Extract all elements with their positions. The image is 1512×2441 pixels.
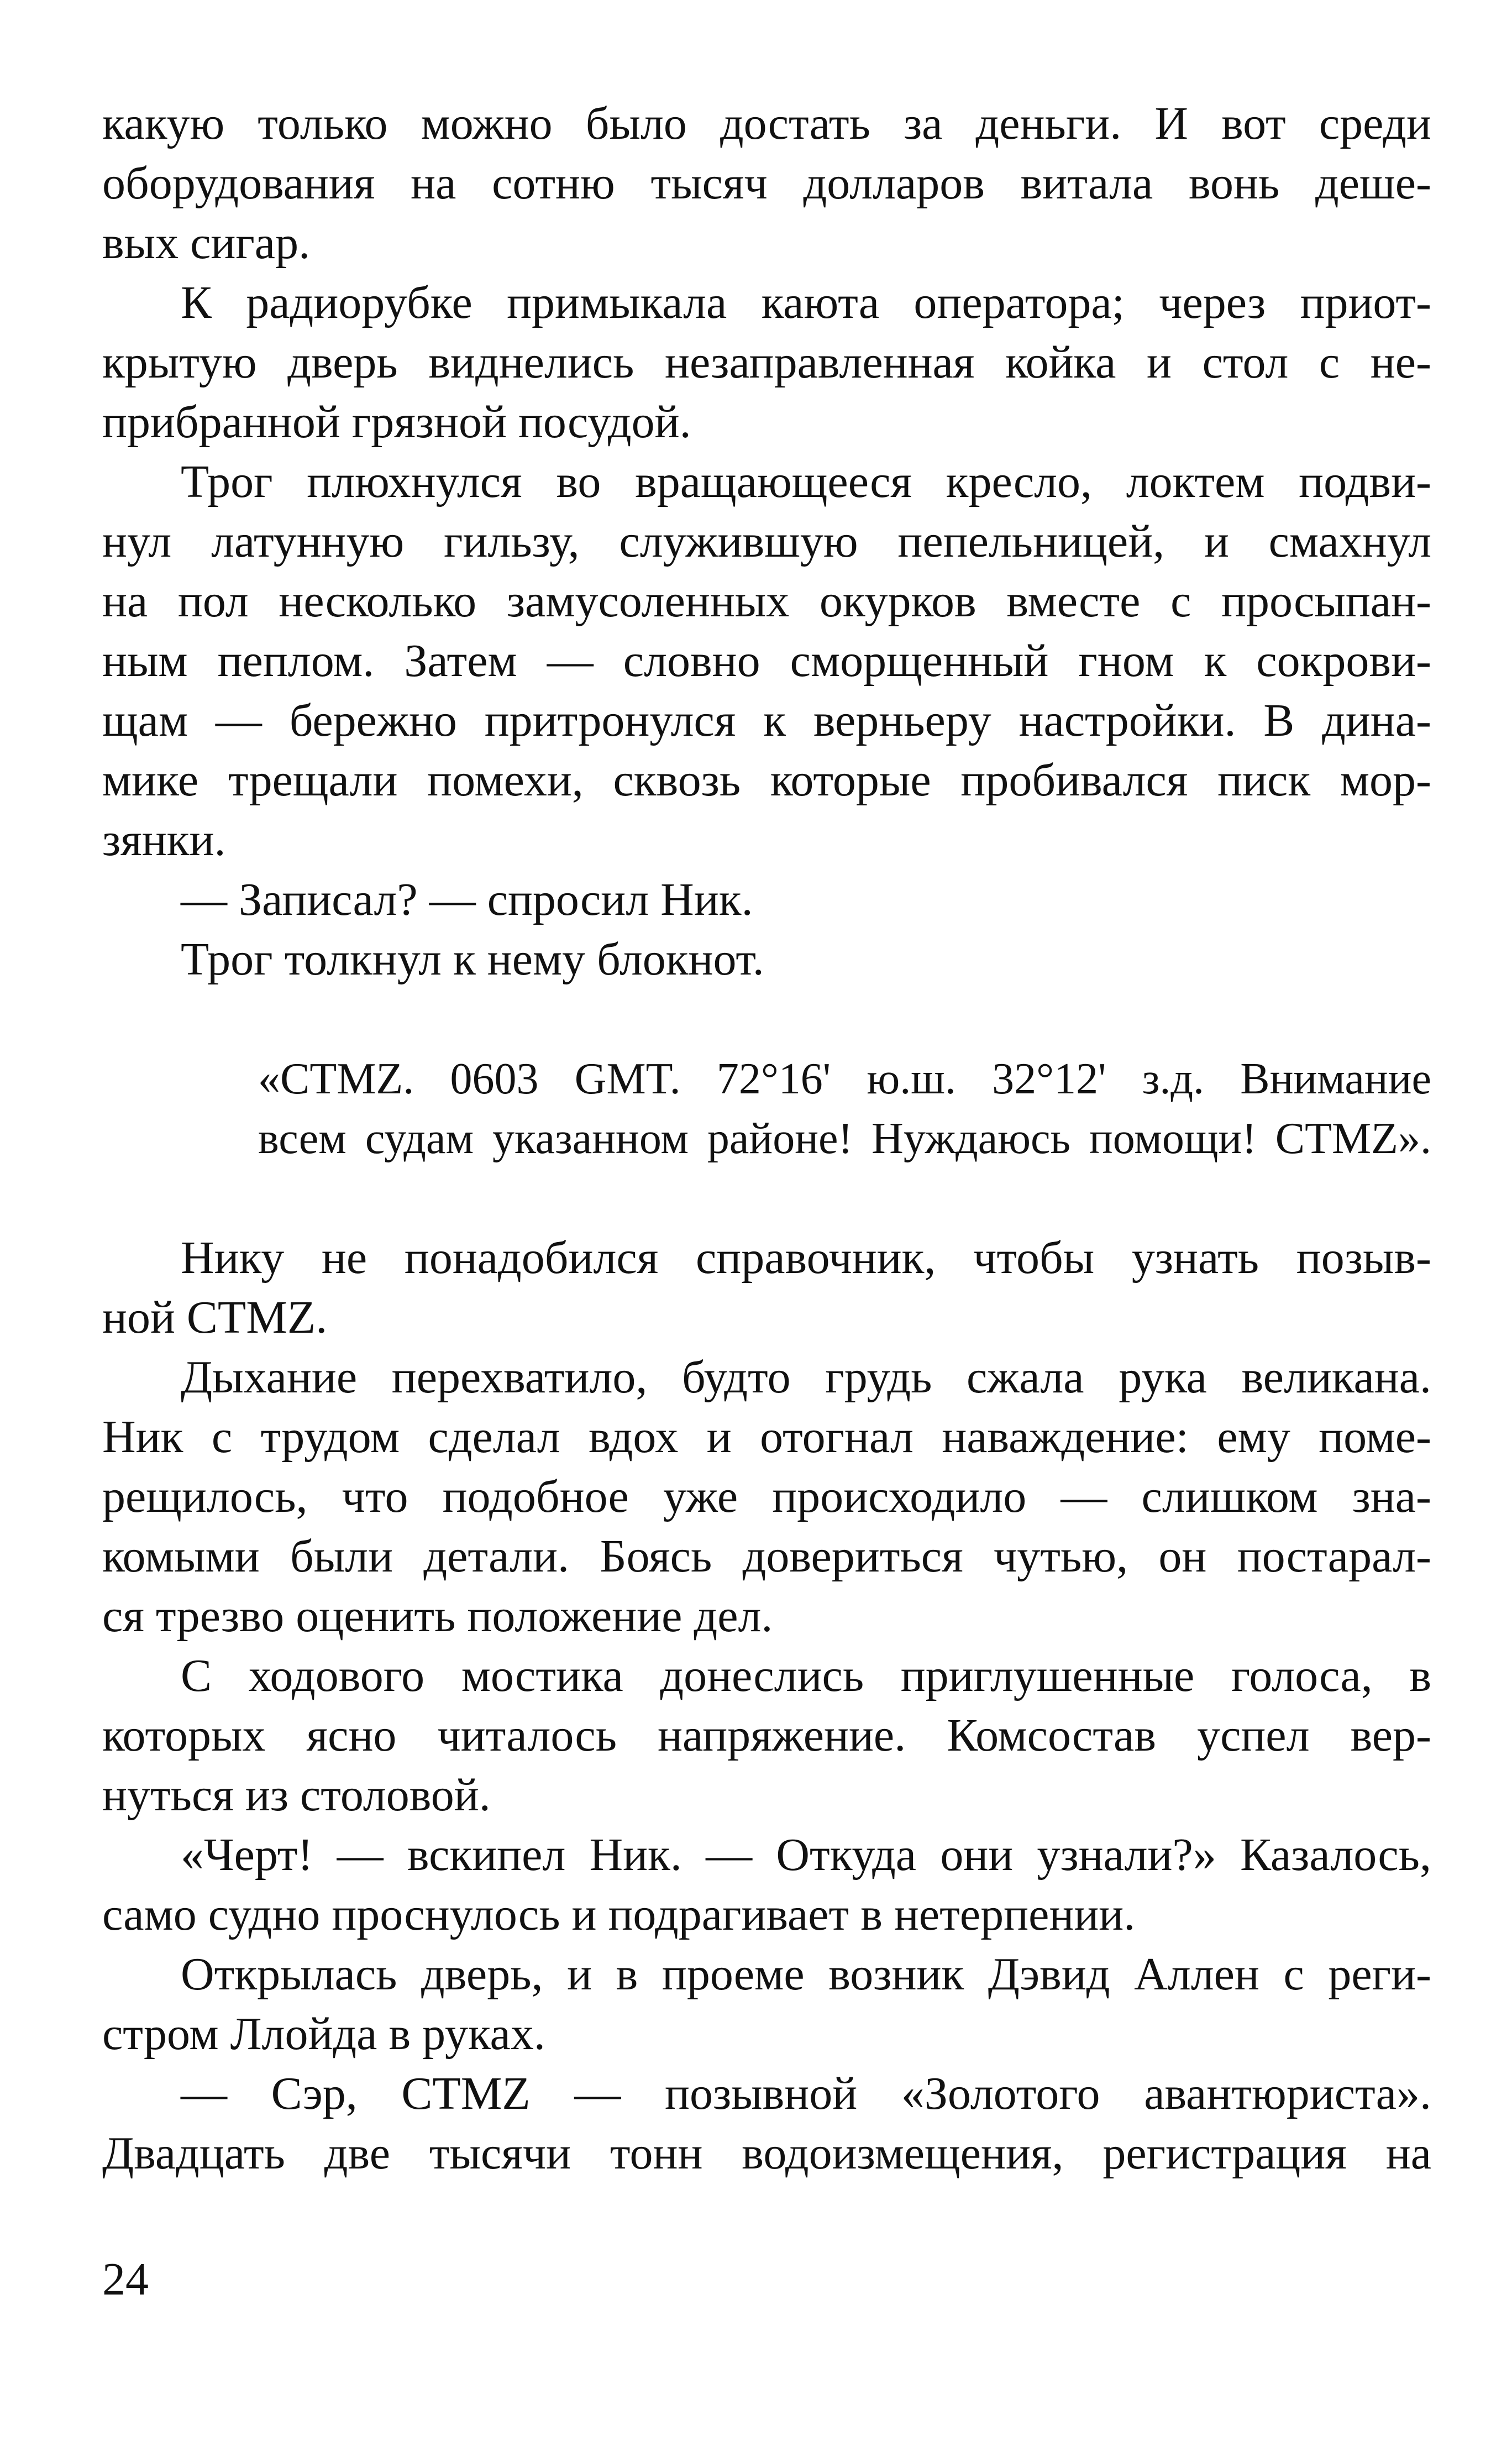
text-line: Трог плюхнулся во вращающееся кресло, локтем подви- [181, 456, 1431, 507]
text-line: ся трезво оценить положение дел. [102, 1590, 773, 1642]
text-line: зянки. [102, 814, 226, 866]
text-line: Трог толкнул к нему блокнот. [181, 934, 764, 985]
text-line: вых сигар. [102, 217, 311, 269]
text-line: Дыхание перехватило, будто грудь сжала рука великана. [181, 1352, 1431, 1403]
text-line: комыми были детали. Боясь довериться чутью, он постарал- [102, 1531, 1431, 1582]
text-line: какую только можно было достать за деньги. И вот среди [102, 98, 1431, 149]
text-line: ным пеплом. Затем — словно сморщенный гном к сокрови- [102, 635, 1431, 687]
text-line: прибранной грязной посудой. [102, 396, 691, 448]
quote-line: всем судам указанном районе! Нуждаюсь помощи! CTMZ». [258, 1114, 1431, 1163]
text-line: рещилось, что подобное уже происходило — слишком зна- [102, 1471, 1431, 1522]
spacer [102, 1169, 1431, 1228]
dialogue-line: — Сэр, CTMZ — позывной «Золотого авантюриста». [181, 2068, 1431, 2119]
text-line: «Черт! — вскипел Ник. — Откуда они узнали?» Казалось, [181, 1829, 1431, 1880]
text-line: мике трещали помехи, сквозь которые пробивался писк мор- [102, 755, 1431, 806]
dialogue-line: — Записал? — спросил Ник. [181, 874, 753, 925]
spacer [102, 989, 1431, 1049]
text-line: которых ясно читалось напряжение. Комсостав успел вер- [102, 1710, 1431, 1761]
text-line: крытую дверь виднелись незаправленная койка и стол с не- [102, 337, 1431, 388]
page-number: 24 [102, 2254, 149, 2305]
text-line: стром Ллойда в руках. [102, 2008, 545, 2060]
text-line: Открылась дверь, и в проеме возник Дэвид Аллен с реги- [181, 1948, 1431, 2000]
text-line: само судно проснулось и подрагивает в нетерпении. [102, 1889, 1136, 1940]
text-line: Двадцать две тысячи тонн водоизмещения, регистрация на [102, 2128, 1431, 2179]
text-line: на пол несколько замусоленных окурков вместе с просыпан- [102, 575, 1431, 627]
radio-message-quote [102, 1049, 1431, 1169]
text-line: К радиорубке примыкала каюта оператора; через приот- [181, 277, 1431, 328]
text-line: щам — бережно притронулся к верньеру настройки. В дина- [102, 695, 1431, 746]
text-line: Нику не понадобился справочник, чтобы узнать позыв- [181, 1232, 1431, 1284]
text-line: С ходового мостика донеслись приглушенные голоса, в [181, 1650, 1431, 1701]
text-line: ной CTMZ. [102, 1292, 328, 1343]
text-line: нуться из столовой. [102, 1769, 491, 1821]
text-line: Ник с трудом сделал вдох и отогнал наваждение: ему поме- [102, 1411, 1431, 1463]
quote-line: «CTMZ. 0603 GMT. 72°16' ю.ш. 32°12' з.д. Внимание [258, 1055, 1431, 1103]
book-page [102, 94, 1431, 2183]
text-line: оборудования на сотню тысяч долларов витала вонь деше- [102, 158, 1431, 209]
text-line: нул латунную гильзу, служившую пепельницей, и смахнул [102, 516, 1431, 567]
